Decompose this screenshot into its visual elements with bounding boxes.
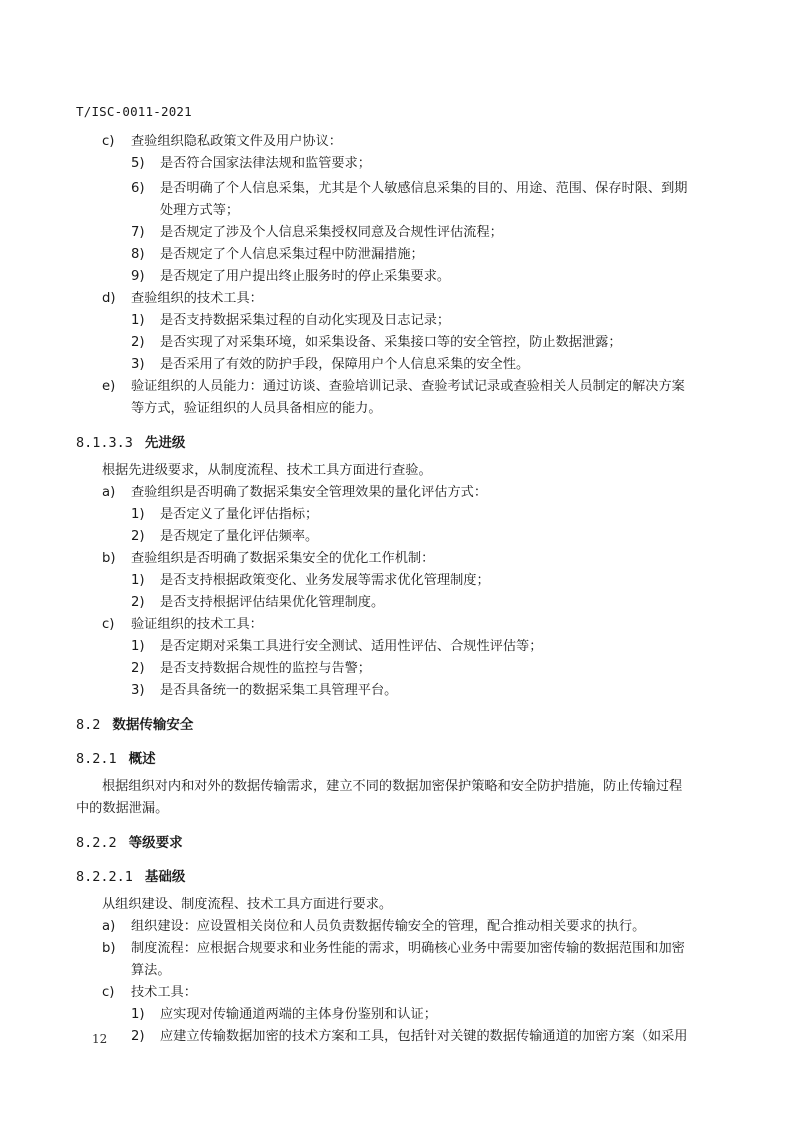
list-item: 验证组织的人员能力：通过访谈、查验培训记录、查验考试记录或查验相关人员制定的解决方案 <box>131 379 685 394</box>
list-marker: c) <box>102 617 115 632</box>
list-marker: d) <box>102 291 116 306</box>
sub-list-marker: 2) <box>131 661 145 676</box>
sub-list-item: 是否采用了有效的防护手段，保障用户个人信息采集的安全性。 <box>160 357 530 372</box>
paragraph: 从组织建设、制度流程、技术工具方面进行要求。 <box>102 897 393 912</box>
sub-list-item: 是否支持数据合规性的监控与告警； <box>160 661 371 676</box>
list-item: 组织建设：应设置相关岗位和人员负责数据传输安全的管理，配合推动相关要求的执行。 <box>131 919 646 934</box>
list-marker: c) <box>102 134 115 149</box>
sub-list-marker: 2) <box>131 1029 145 1044</box>
list-marker: a) <box>102 919 116 934</box>
list-marker: b) <box>102 941 116 956</box>
section-number: 8.2.2 <box>76 835 117 851</box>
section-number: 8.2.1 <box>76 751 117 767</box>
sub-list-marker: 5) <box>131 156 145 171</box>
sub-list-marker: 1) <box>131 639 145 654</box>
section-number: 8.2.2.1 <box>76 869 133 885</box>
section-title: 基础级 <box>144 869 186 885</box>
sub-list-item: 是否实现了对采集环境，如采集设备、采集接口等的安全管控，防止数据泄露； <box>160 335 622 350</box>
document-header-id: T/ISC-0011-2021 <box>76 104 192 119</box>
paragraph-continuation: 中的数据泄漏。 <box>76 801 169 816</box>
sub-list-marker: 6) <box>131 181 145 196</box>
sub-list-marker: 2) <box>131 529 145 544</box>
list-marker: b) <box>102 551 116 566</box>
list-item: 制度流程：应根据合规要求和业务性能的需求，明确核心业务中需要加密传输的数据范围和加密 <box>131 941 685 956</box>
list-item: 验证组织的技术工具： <box>131 617 263 632</box>
list-item: 技术工具： <box>131 985 197 1000</box>
sub-list-item: 是否支持根据政策变化、业务发展等需求优化管理制度； <box>160 573 490 588</box>
sub-list-item: 是否规定了个人信息采集过程中防泄漏措施； <box>160 247 424 262</box>
section-heading-8-2-1 <box>76 748 156 770</box>
list-item: 查验组织的技术工具： <box>131 291 263 306</box>
sub-list-marker: 1) <box>131 1007 145 1022</box>
list-marker: a) <box>102 485 116 500</box>
list-marker: e) <box>102 379 116 394</box>
section-heading-8-2-2 <box>76 832 183 854</box>
page-number: 12 <box>92 1032 108 1046</box>
list-item-continuation: 算法。 <box>131 963 171 978</box>
sub-list-item: 是否支持数据采集过程的自动化实现及日志记录； <box>160 313 451 328</box>
sub-list-marker: 1) <box>131 507 145 522</box>
sub-list-item: 应建立传输数据加密的技术方案和工具，包括针对关键的数据传输通道的加密方案（如采用 <box>160 1029 688 1044</box>
sub-list-item: 是否定期对采集工具进行安全测试、适用性评估、合规性评估等； <box>160 639 543 654</box>
sub-list-marker: 8) <box>131 247 145 262</box>
sub-list-marker: 1) <box>131 313 145 328</box>
sub-list-item: 是否具备统一的数据采集工具管理平台。 <box>160 683 398 698</box>
section-title: 概述 <box>128 751 156 767</box>
sub-list-marker: 1) <box>131 573 145 588</box>
sub-list-marker: 3) <box>131 357 145 372</box>
sub-list-item: 是否规定了量化评估频率。 <box>160 529 319 544</box>
sub-list-item: 是否支持根据评估结果优化管理制度。 <box>160 595 385 610</box>
section-heading-8-2 <box>76 714 193 736</box>
sub-list-item: 是否符合国家法律法规和监管要求； <box>160 156 371 171</box>
section-heading-8-2-2-1 <box>76 866 185 888</box>
list-item: 查验组织是否明确了数据采集安全管理效果的量化评估方式： <box>131 485 488 500</box>
section-title: 先进级 <box>144 435 186 451</box>
list-item-continuation: 等方式，验证组织的人员具备相应的能力。 <box>131 401 382 416</box>
section-number: 8.1.3.3 <box>76 435 133 451</box>
paragraph: 根据先进级要求，从制度流程、技术工具方面进行查验。 <box>102 463 432 478</box>
sub-list-item: 是否规定了涉及个人信息采集授权同意及合规性评估流程； <box>160 225 503 240</box>
sub-list-item: 是否明确了个人信息采集，尤其是个人敏感信息采集的目的、用途、范围、保存时限、到期 <box>160 181 688 196</box>
list-item: 查验组织是否明确了数据采集安全的优化工作机制： <box>131 551 435 566</box>
section-number: 8.2 <box>76 717 101 733</box>
sub-list-item: 是否定义了量化评估指标； <box>160 507 319 522</box>
sub-list-marker: 2) <box>131 595 145 610</box>
section-heading-8-1-3-3 <box>76 432 185 454</box>
list-item: 查验组织隐私政策文件及用户协议： <box>131 134 342 149</box>
section-title: 等级要求 <box>128 835 183 851</box>
sub-list-item: 是否规定了用户提出终止服务时的停止采集要求。 <box>160 269 451 284</box>
sub-list-marker: 7) <box>131 225 145 240</box>
sub-list-marker: 2) <box>131 335 145 350</box>
sub-list-item: 应实现对传输通道两端的主体身份鉴别和认证； <box>160 1007 437 1022</box>
section-title: 数据传输安全 <box>112 717 194 733</box>
paragraph: 根据组织对内和对外的数据传输需求，建立不同的数据加密保护策略和安全防护措施，防止传输过程 <box>102 779 683 794</box>
sub-list-marker: 9) <box>131 269 145 284</box>
sub-list-item-continuation: 处理方式等； <box>160 203 240 218</box>
sub-list-marker: 3) <box>131 683 145 698</box>
list-marker: c) <box>102 985 115 1000</box>
